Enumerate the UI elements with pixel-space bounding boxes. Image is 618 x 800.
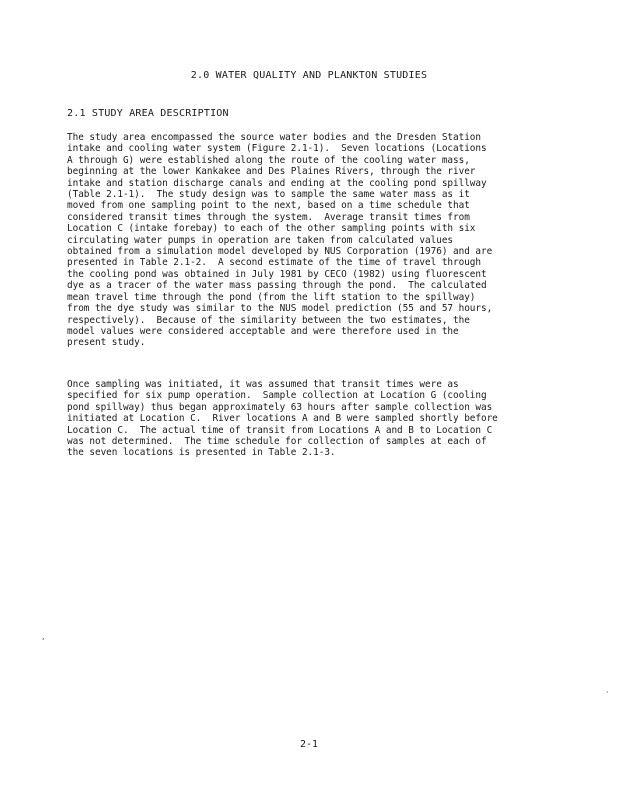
- paragraph_1-line: A through G) were established along the route of the cooling water mass,: [67, 154, 470, 166]
- paragraph_1-line: respectively). Because of the similarity between the two estimates, the: [67, 314, 470, 326]
- paragraph_2-line: was not determined. The time schedule for collection of samples at each of: [67, 436, 487, 448]
- paragraph_1-line: circulating water pumps in operation are taken from calculated values: [67, 234, 454, 246]
- margin-mark-left: ,: [42, 632, 45, 641]
- page-number: 2-1: [299, 739, 319, 750]
- margin-mark-right: ·: [606, 688, 609, 697]
- paragraph_1-line: beginning at the lower Kankakee and Des Plaines Rivers, through the river: [67, 166, 476, 178]
- paragraph_1-line: presented in Table 2.1-2. A second estimate of the time of travel through: [67, 257, 481, 269]
- paragraph_2-line: specified for six pump operation. Sample collection at Location G (cooling: [67, 390, 487, 402]
- subsection-heading: 2.1 STUDY AREA DESCRIPTION: [67, 108, 229, 119]
- section-title: 2.0 WATER QUALITY AND PLANKTON STUDIES: [190, 70, 428, 81]
- paragraph_1-line: from the dye study was similar to the NUS model prediction (55 and 57 hours,: [67, 303, 493, 315]
- paragraph_1-line: obtained from a simulation model developed by NUS Corporation (1976) and are: [67, 246, 493, 258]
- paragraph_2-line: Once sampling was initiated, it was assumed that transit times were as: [67, 379, 459, 390]
- paragraph_1-line: (Table 2.1-1). The study design was to sample the same water mass as it: [67, 189, 470, 201]
- paragraph_2-line: initiated at Location C. River locations A and B were sampled shortly before: [67, 413, 498, 425]
- body-paragraph-2: [67, 379, 557, 459]
- paragraph_2-line: pond spillway) thus began approximately 63 hours after sample collection was: [67, 401, 493, 413]
- paragraph_1-line: present study.: [67, 337, 146, 349]
- paragraph_1-line: model values were considered acceptable and were therefore used in the: [67, 325, 459, 337]
- paragraph_1-line: dye as a tracer of the water mass passing through the pond. The calculated: [67, 280, 487, 292]
- paragraph_1-line: moved from one sampling point to the next, based on a time schedule that: [67, 200, 470, 212]
- paragraph_1-line: mean travel time through the pond (from the lift station to the spillway): [67, 291, 476, 303]
- paragraph_1-line: the cooling pond was obtained in July 1981 by CECO (1982) using fluorescent: [67, 268, 487, 280]
- paragraph_1-line: Location C (intake forebay) to each of the other sampling points with six: [67, 223, 476, 235]
- paragraph_2-line: Location C. The actual time of transit from Locations A and B to Location C: [67, 424, 493, 436]
- body-paragraph-1: [67, 132, 557, 349]
- paragraph_1-line: intake and cooling water system (Figure 2.1-1). Seven locations (Locations: [67, 143, 487, 155]
- paragraph_1-line: intake and station discharge canals and ending at the cooling pond spillway: [67, 177, 487, 189]
- paragraph_2-line: the seven locations is presented in Table 2.1-3.: [67, 447, 336, 459]
- paragraph_1-line: The study area encompassed the source water bodies and the Dresden Station: [67, 132, 481, 143]
- paragraph_1-line: considered transit times through the system. Average transit times from: [67, 211, 470, 223]
